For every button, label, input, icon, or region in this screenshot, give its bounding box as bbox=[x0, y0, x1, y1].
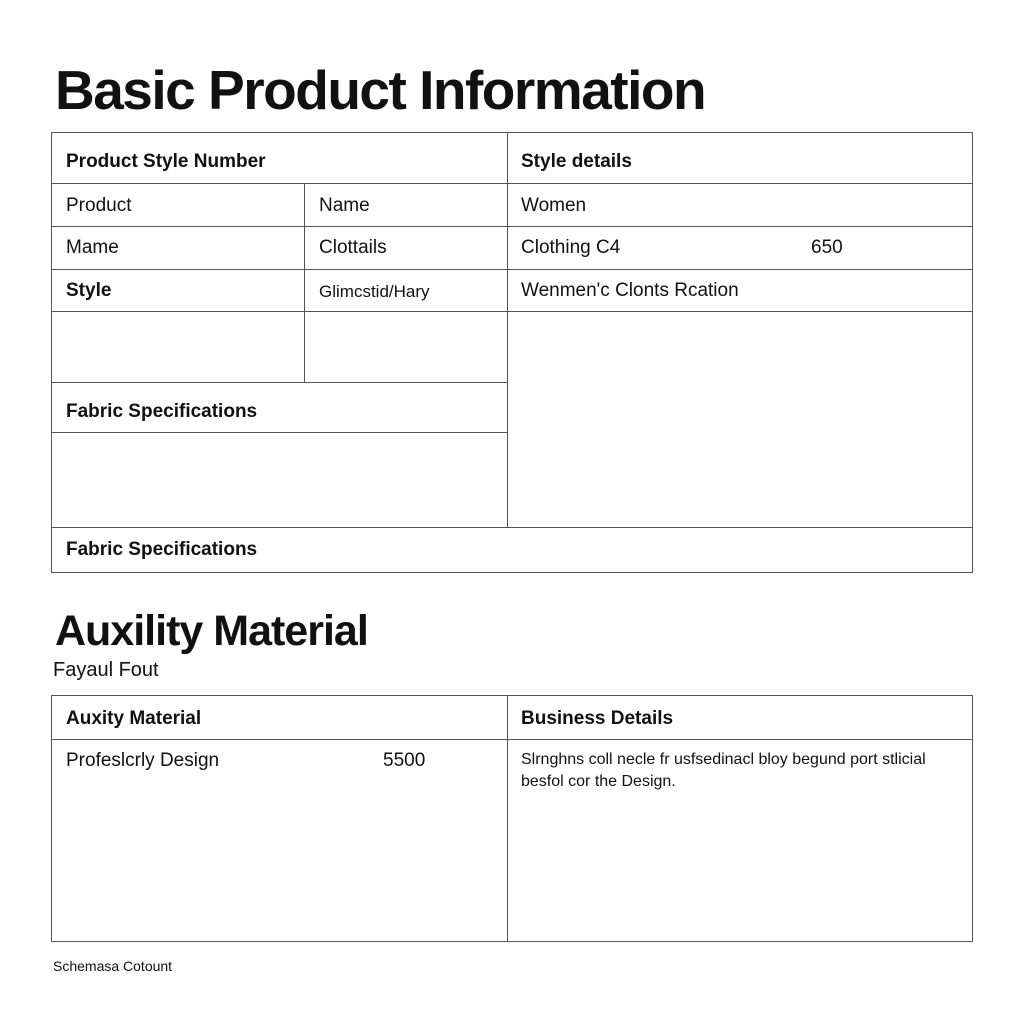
cell-row3-col2: Glimcstid/Hary bbox=[319, 282, 430, 301]
table-border-top bbox=[51, 132, 973, 133]
cell-row1-col2: Name bbox=[319, 195, 370, 216]
cell-row2-value: 650 bbox=[811, 237, 843, 258]
table-divider bbox=[51, 269, 973, 270]
header-auxity-material: Auxity Material bbox=[66, 708, 202, 729]
table-divider bbox=[51, 739, 973, 740]
table-divider bbox=[51, 382, 508, 383]
cell-row3-col3: Wenmen'c Clonts Rcation bbox=[521, 280, 739, 301]
table-divider bbox=[51, 527, 973, 528]
cell-row1-col3: Women bbox=[521, 195, 587, 216]
table-divider-vertical bbox=[507, 695, 508, 942]
cell-row3-col1: Style bbox=[66, 280, 112, 301]
cell-row1-col1: Product bbox=[66, 195, 132, 216]
business-details-text: Slrnghns coll necle fr usfsedinacl bloy begund port stlicial besfol cor the Design. bbox=[521, 751, 926, 790]
header-style-details: Style details bbox=[521, 151, 632, 172]
table-divider-vertical bbox=[507, 132, 508, 528]
cell-row2-col1: Mame bbox=[66, 237, 119, 258]
table-divider bbox=[51, 183, 973, 184]
table-border-right bbox=[972, 695, 973, 942]
header-product-style-number: Product Style Number bbox=[66, 151, 266, 172]
aux-row-value: 5500 bbox=[383, 750, 426, 771]
cell-row2-col2: Clottails bbox=[319, 237, 387, 258]
table-border-bottom bbox=[51, 572, 973, 573]
fabric-specifications-footer: Fabric Specifications bbox=[66, 539, 258, 560]
table-divider bbox=[51, 432, 508, 433]
fabric-specifications-heading: Fabric Specifications bbox=[66, 401, 258, 422]
footer-note: Schemasa Cotount bbox=[53, 958, 173, 974]
table-divider bbox=[51, 311, 973, 312]
table-border-top bbox=[51, 695, 973, 696]
page-title: Basic Product Information bbox=[55, 59, 706, 121]
cell-row2-col3: Clothing C4 bbox=[521, 237, 621, 258]
header-business-details: Business Details bbox=[521, 708, 674, 729]
table-divider-vertical bbox=[304, 183, 305, 383]
aux-row-label: Profeslcrly Design bbox=[66, 750, 220, 771]
table-divider bbox=[51, 226, 973, 227]
table-border-bottom bbox=[51, 941, 973, 942]
section-title-auxility-material: Auxility Material bbox=[55, 607, 368, 655]
section-subtitle: Fayaul Fout bbox=[53, 659, 159, 681]
table-border-left bbox=[51, 132, 52, 573]
table-border-right bbox=[972, 132, 973, 573]
table-border-left bbox=[51, 695, 52, 942]
